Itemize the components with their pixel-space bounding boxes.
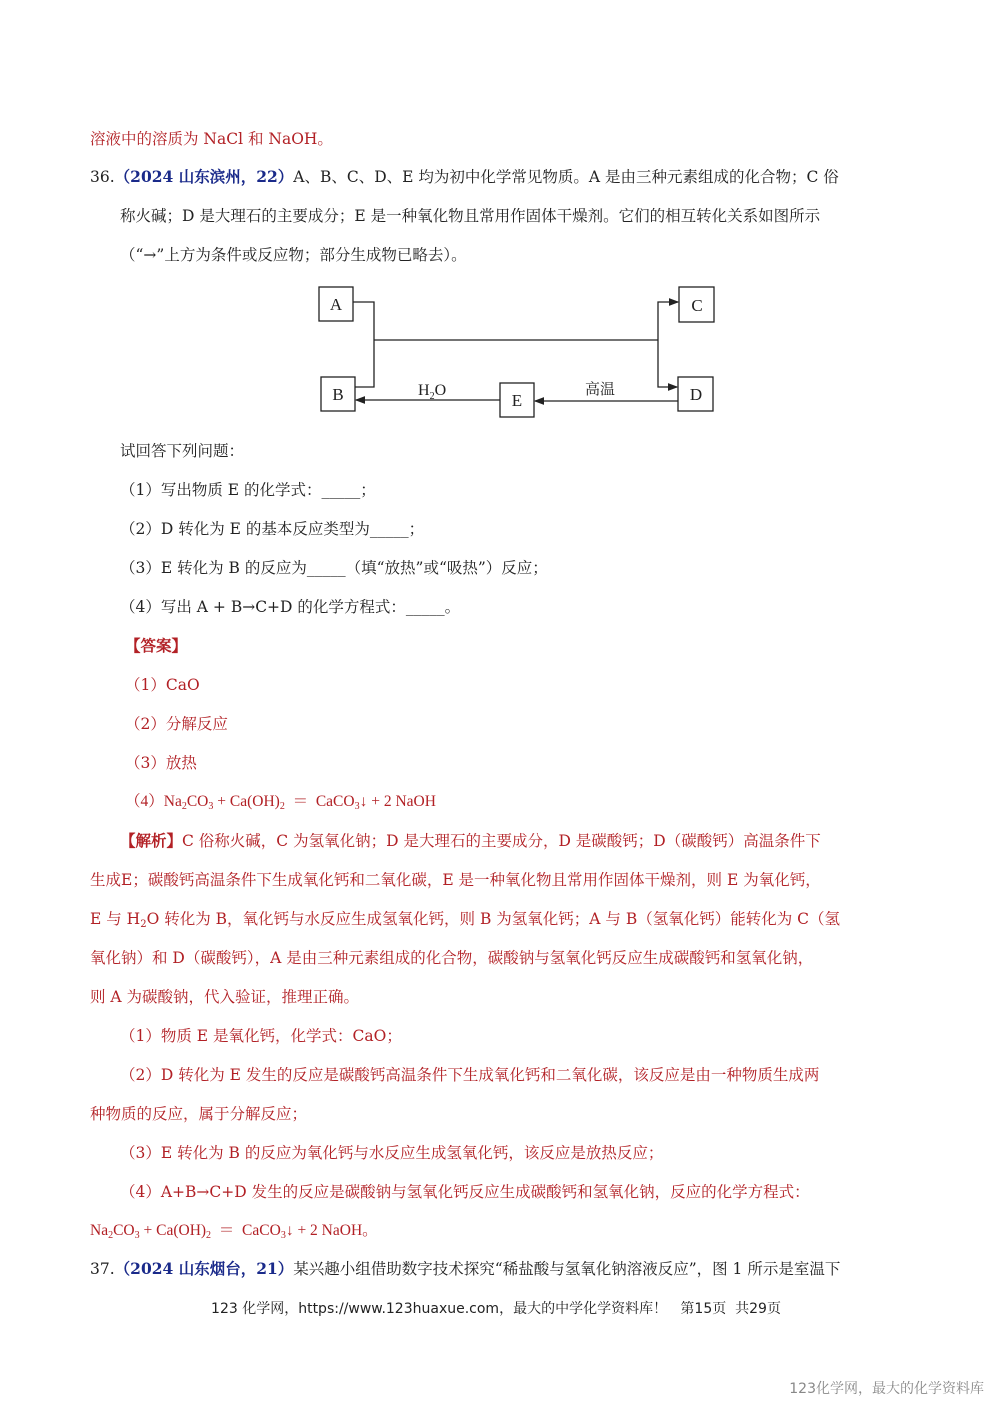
question-stem: A、B、C、D、E 均为初中化学常见物质。A 是由三种元素组成的化合物；C 俗 [293, 168, 839, 186]
page-footer: 123 化学网，https://www.123huaxue.com，最大的中学化学资料库！ 第15页 共29页 [211, 1301, 781, 1317]
sub-question-3: （3）E 转化为 B 的反应为_____（填“放热”或“吸热”）反应； [120, 559, 548, 577]
explain-3: （3）E 转化为 B 的反应为氧化钙与水反应生成氢氧化钙，该反应是放热反应； [120, 1144, 664, 1162]
question-source: （2024 山东滨州，22） [114, 167, 294, 186]
analysis-line-3: E 与 $H_2O$ 转化为 B，氧化钙与水反应生成氢氧化钙，则 B 为氢氧化钙；A 与 B（氢氧化钙）能转化为 C（氢 [90, 910, 840, 930]
node-b-label: B [332, 385, 344, 404]
question-number: 37. [90, 1260, 115, 1278]
question-number: 36. [90, 168, 115, 186]
ab-bracket-line [353, 302, 374, 387]
arrow-to-c [658, 302, 678, 340]
sub-question-4: （4）写出 A + B→C+D 的化学方程式：_____。 [120, 598, 461, 616]
question-stem: 某兴趣小组借助数字技术探究“稀盐酸与氢氧化钠溶液反应”，图 1 所示是室温下 [293, 1260, 841, 1278]
explain-2-cont: 种物质的反应，属于分解反应； [90, 1105, 308, 1123]
question-36-stem-line1 [90, 167, 839, 187]
answer-3: （3）放热 [125, 754, 197, 772]
node-c-label: C [691, 296, 703, 315]
answer-4: $(4)Na_2CO_3 + Ca(OH)_2$ ＝ CaCO$_3$↓ + 2 NaOH [125, 793, 436, 812]
explain-1: （1）物质 E 是氧化钙，化学式：CaO； [120, 1027, 402, 1045]
prompt: 试回答下列问题： [120, 442, 245, 460]
question-source: （2024 山东烟台，21） [114, 1259, 294, 1278]
analysis-line-1: 【解析】C 俗称火碱，C 为氢氧化钠；D 是大理石的主要成分，D 是碳酸钙；D（碳酸钙）高温条件下 [120, 831, 821, 850]
node-a-label: A [329, 295, 343, 314]
sub-question-2: （2）D 转化为 E 的基本反应类型为_____； [120, 520, 425, 538]
answer-2: （2）分解反应 [125, 715, 228, 733]
node-d-label: D [689, 385, 703, 404]
answer-1: （1）CaO [125, 676, 200, 694]
question-37-stem-line1 [90, 1259, 840, 1279]
analysis-line-5: 则 A 为碳酸钠，代入验证，推理正确。 [90, 988, 360, 1006]
question-36-stem-line3: （“→”上方为条件或反应物；部分生成物已略去）。 [120, 246, 467, 264]
question-36-stem-line2: 称火碱；D 是大理石的主要成分；E 是一种氧化物且常用作固体干燥剂。它们的相互转化关系如图所示 [120, 207, 821, 225]
node-e-label: E [511, 391, 523, 410]
label-high-temp: 高温 [585, 380, 616, 398]
explain-4: （4）A+B→C+D 发生的反应是碳酸钠与氢氧化钙反应生成碳酸钙和氢氧化钠，反应的化学方程式： [120, 1183, 810, 1201]
watermark: 123化学网，最大的化学资料库 [789, 1381, 984, 1397]
answer-heading: 【答案】 [125, 636, 188, 655]
analysis-line-2: 生成E；碳酸钙高温条件下生成氧化钙和二氧化碳，E 是一种氧化物且常用作固体干燥剂，则 E 为氧化钙， [90, 871, 821, 889]
final-equation: $Na_2CO_3 + Ca(OH)_2$ ＝ CaCO$_3$↓ + 2 NaOH。 [90, 1222, 378, 1241]
conversion-diagram [300, 270, 740, 430]
previous-answer-tail: 溶液中的溶质为 NaCl 和 NaOH。 [90, 130, 333, 148]
analysis-line-4: 氧化钠）和 D（碳酸钙），A 是由三种元素组成的化合物，碳酸钠与氢氧化钙反应生成碳酸钙和氢氧化钠， [90, 949, 814, 967]
explain-2: （2）D 转化为 E 发生的反应是碳酸钙高温条件下生成氧化钙和二氧化碳，该反应是由一种物质生成两 [120, 1066, 820, 1084]
analysis-heading: 【解析】 [120, 831, 183, 850]
arrow-to-d [658, 340, 677, 387]
sub-question-1: （1）写出物质 E 的化学式：_____； [120, 481, 376, 499]
label-h2o: $H_2O$ [418, 382, 447, 402]
